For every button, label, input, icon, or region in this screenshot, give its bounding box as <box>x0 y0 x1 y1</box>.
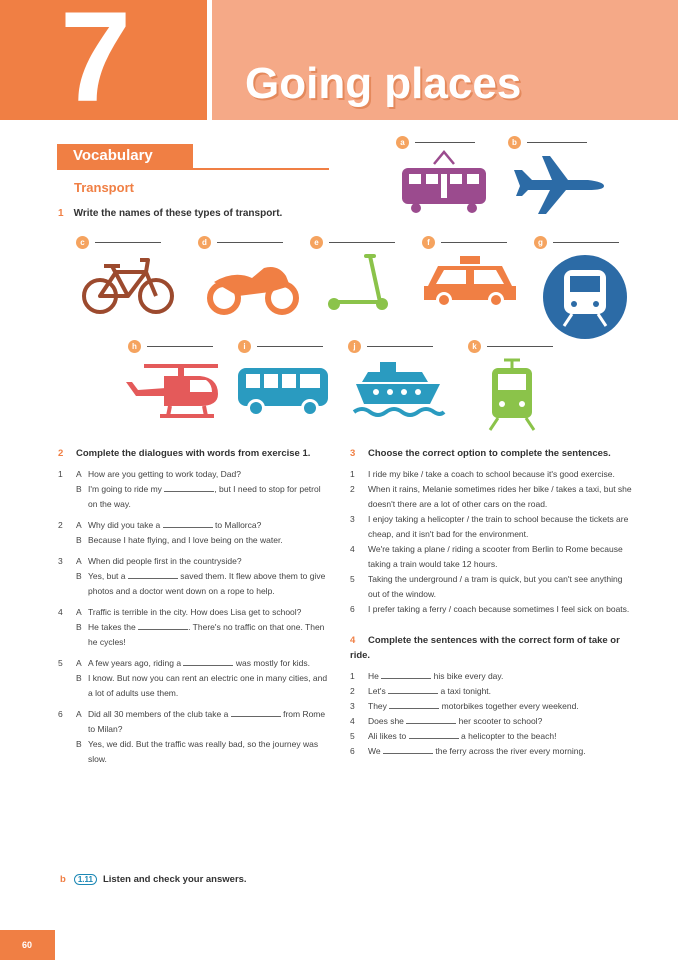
subheading: Transport <box>74 180 134 195</box>
instruction-text: Write the names of these types of transport. <box>73 208 283 219</box>
label-a: a <box>396 136 475 149</box>
sentence-item: 3 They motorbikes together every weekend. <box>350 701 579 711</box>
label-k: k <box>468 340 553 353</box>
answer-blank[interactable] <box>381 670 431 679</box>
answer-line[interactable] <box>257 346 323 347</box>
dialogue-item: 2 A Why did you take a to Mallorca? <box>58 520 262 530</box>
answer-line[interactable] <box>527 142 587 143</box>
unit-title: Going places <box>245 59 522 108</box>
motorbike-icon <box>204 256 300 316</box>
exercise-3-heading: 3 Choose the correct option to complete the sentences. <box>350 448 611 459</box>
dialogue-line: B He takes the . There's no traffic on that one. Then he cycles! <box>76 622 325 647</box>
exercise-number: 1 <box>58 208 64 219</box>
dialogue-item: 3 A When did people first in the countryside? <box>58 556 242 566</box>
answer-blank[interactable] <box>389 700 439 709</box>
dialogue-item: 1 A How are you getting to work today, Dad? <box>58 469 241 479</box>
answer-blank[interactable] <box>383 745 433 754</box>
sentence-item: 1 I ride my bike / take a coach to school because it's good exercise. <box>350 469 615 479</box>
answer-line[interactable] <box>415 142 475 143</box>
sentence-item: 4 Does she her scooter to school? <box>350 716 543 726</box>
exercise-2 <box>58 446 330 767</box>
label-c: c <box>76 236 161 249</box>
dialogue-item: 4 A Traffic is terrible in the city. How does Lisa get to school? <box>58 607 302 617</box>
answer-blank[interactable] <box>138 621 188 630</box>
listen-instruction: b 1.11 Listen and check your answers. <box>60 874 247 885</box>
exercise-4-heading: 4 Complete the sentences with the correct form of take or ride. <box>350 635 620 661</box>
answer-line[interactable] <box>553 242 619 243</box>
answer-line[interactable] <box>147 346 213 347</box>
answer-blank[interactable] <box>388 685 438 694</box>
sentence-item: 4 We're taking a plane / riding a scooter from Berlin to Rome because taking a train would take 12 hours. <box>350 544 623 569</box>
page-number: 60 <box>0 930 55 960</box>
scooter-icon <box>326 252 392 316</box>
answer-blank[interactable] <box>128 570 178 579</box>
bus-icon <box>234 364 332 420</box>
taxi-icon <box>420 254 520 312</box>
dialogue-line: B Yes, but a saved them. It flew above them to give photos and a doctor went down on a rope to help. <box>76 571 326 596</box>
dialogue-item: 6 A Did all 30 members of the club take a from Rome to Milan? <box>58 709 326 734</box>
label-j: j <box>348 340 433 353</box>
section-label: Vocabulary <box>57 144 193 168</box>
plane-icon <box>508 150 608 218</box>
sentence-item: 5 Ali likes to a helicopter to the beach! <box>350 731 557 741</box>
underground-train-icon <box>542 254 628 340</box>
sentence-item: 2 When it rains, Melanie sometimes rides her bike / takes a taxi, but she doesn't there are a lot of other cars on the road. <box>350 484 632 509</box>
answer-blank[interactable] <box>163 519 213 528</box>
answer-blank[interactable] <box>164 483 214 492</box>
exercise-2-heading: 2 Complete the dialogues with words from exercise 1. <box>58 448 311 459</box>
label-g: g <box>534 236 619 249</box>
dialogue-line: B I know. But now you can rent an electric one in many cities, and a lot of adults use them. <box>76 673 328 698</box>
answer-line[interactable] <box>329 242 395 243</box>
helicopter-icon <box>124 360 224 422</box>
dialogue-line: B Because I hate flying, and I love being on the water. <box>76 535 283 545</box>
sentence-item: 3 I enjoy taking a helicopter / the train to school because the tickets are cheap, and it isn't bad for the environment. <box>350 514 629 539</box>
ferry-icon <box>350 358 446 422</box>
sentence-item: 6 We the ferry across the river every morning. <box>350 746 586 756</box>
dialogue-line: B I'm going to ride my , but I need to stop for petrol on the way. <box>76 484 321 509</box>
sentence-item: 6 I prefer taking a ferry / coach because sometimes I feel sick on boats. <box>350 604 630 614</box>
answer-blank[interactable] <box>409 730 459 739</box>
answer-line[interactable] <box>441 242 507 243</box>
dialogue-item: 5 A A few years ago, riding a was mostly for kids. <box>58 658 310 668</box>
label-d: d <box>198 236 283 249</box>
sentence-item: 2 Let's a taxi tonight. <box>350 686 492 696</box>
exercise-1-instruction <box>58 208 282 219</box>
unit-number: 7 <box>60 0 132 129</box>
train-icon <box>486 358 538 434</box>
label-i: i <box>238 340 323 353</box>
label-f: f <box>422 236 507 249</box>
label-h: h <box>128 340 213 353</box>
answer-line[interactable] <box>367 346 433 347</box>
sentence-item: 5 Taking the underground / a tram is quick, but you can't see anything out of the window. <box>350 574 623 599</box>
answer-blank[interactable] <box>183 657 233 666</box>
sentence-item: 1 He his bike every day. <box>350 671 504 681</box>
answer-blank[interactable] <box>231 708 281 717</box>
answer-line[interactable] <box>487 346 553 347</box>
bicycle-icon <box>80 256 176 316</box>
dialogue-line: B Yes, we did. But the traffic was really bad, so the journey was slow. <box>76 739 319 764</box>
label-e: e <box>310 236 395 249</box>
answer-blank[interactable] <box>406 715 456 724</box>
exercise-3 <box>350 446 632 759</box>
label-b: b <box>508 136 587 149</box>
audio-track-badge[interactable]: 1.11 <box>74 874 97 885</box>
answer-line[interactable] <box>95 242 161 243</box>
tram-icon <box>398 150 490 216</box>
section-divider <box>57 168 329 170</box>
answer-line[interactable] <box>217 242 283 243</box>
